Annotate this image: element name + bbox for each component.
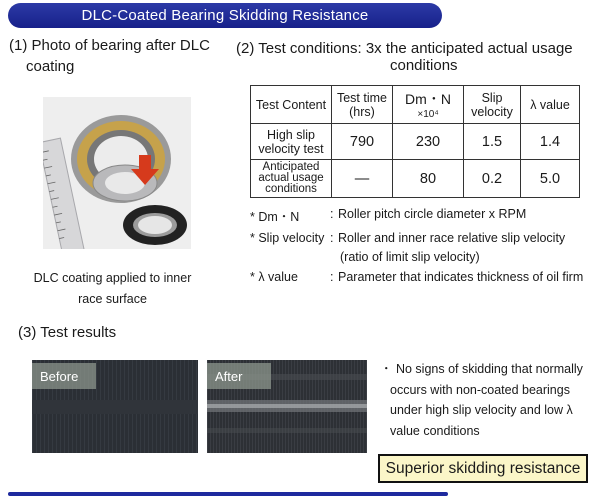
page-title bbox=[8, 3, 442, 28]
note-text: Parameter that indicates thickness of oil firm bbox=[338, 270, 584, 284]
cell-time: 790 bbox=[332, 124, 393, 160]
note-slip bbox=[250, 231, 566, 245]
photo-heading-line1: (1) Photo of bearing after DLC bbox=[9, 37, 210, 54]
note-colon: : bbox=[330, 207, 334, 221]
header-dmn-unit: ×10⁴ bbox=[417, 109, 439, 120]
photo-caption bbox=[15, 268, 210, 310]
conclusion-text: Superior skidding resistance bbox=[385, 459, 581, 477]
bottom-divider bbox=[8, 492, 448, 496]
conditions-prefix: (2) bbox=[236, 40, 255, 57]
header-dmn-label: Dm・N bbox=[405, 91, 451, 107]
row-label-line1: High slip bbox=[267, 127, 315, 142]
cell-dmn: 80 bbox=[393, 160, 464, 198]
row-label bbox=[251, 124, 332, 160]
bullet-line3: under high slip velocity and low λ bbox=[390, 403, 573, 417]
cell-slip: 0.2 bbox=[464, 160, 521, 198]
after-label: After bbox=[207, 363, 271, 389]
note-slip-text2: (ratio of limit slip velocity) bbox=[340, 250, 480, 264]
conclusion-box bbox=[378, 454, 588, 483]
conditions-label: Test conditions bbox=[258, 40, 358, 57]
conditions-text-line2: conditions bbox=[390, 57, 458, 74]
test-conditions-table bbox=[250, 85, 580, 198]
cell-lambda: 1.4 bbox=[521, 124, 580, 160]
note-text: Roller pitch circle diameter x RPM bbox=[338, 207, 527, 221]
page-title-text: DLC-Coated Bearing Skidding Resistance bbox=[81, 7, 369, 24]
header-slip-line1: Slip bbox=[481, 90, 503, 105]
results-bullet bbox=[380, 359, 583, 441]
header-test-time-line1: Test time bbox=[336, 90, 387, 105]
note-term: * Dm・N bbox=[250, 210, 300, 224]
note-dmn bbox=[250, 207, 527, 225]
conditions-heading bbox=[236, 40, 573, 57]
before-image bbox=[32, 360, 198, 453]
row-label-line2: actual usage bbox=[258, 172, 324, 184]
cell-dmn: 230 bbox=[393, 124, 464, 160]
header-test-time bbox=[332, 86, 393, 124]
row-label-line3: conditions bbox=[265, 183, 317, 195]
after-image bbox=[207, 360, 367, 453]
header-dmn bbox=[393, 86, 464, 124]
conditions-colon: : bbox=[357, 40, 362, 57]
bullet-line1: ・ No signs of skidding that normally bbox=[380, 362, 583, 376]
note-text: Roller and inner race relative slip velocity bbox=[338, 231, 566, 245]
row-label bbox=[251, 160, 332, 198]
header-lambda: λ value bbox=[521, 86, 580, 124]
photo-heading-line2: coating bbox=[26, 58, 75, 75]
header-slip-velocity bbox=[464, 86, 521, 124]
results-heading: (3) Test results bbox=[18, 324, 117, 341]
before-label: Before bbox=[32, 363, 96, 389]
cell-slip: 1.5 bbox=[464, 124, 521, 160]
note-colon: : bbox=[330, 231, 334, 245]
cell-time: — bbox=[332, 160, 393, 198]
header-test-time-line2: (hrs) bbox=[349, 104, 375, 119]
note-term: * Slip velocity bbox=[250, 231, 325, 245]
cell-lambda: 5.0 bbox=[521, 160, 580, 198]
bullet-line2: occurs with non-coated bearings bbox=[390, 382, 570, 397]
row-label-line2: velocity test bbox=[258, 141, 324, 156]
caption-line2: race surface bbox=[78, 292, 147, 306]
table-row bbox=[251, 124, 580, 160]
header-slip-line2: velocity bbox=[471, 104, 513, 119]
note-term: * λ value bbox=[250, 270, 298, 284]
table-row bbox=[251, 160, 580, 198]
bullet-line4: value conditions bbox=[390, 423, 480, 438]
bearing-photo bbox=[43, 97, 191, 249]
header-test-content: Test Content bbox=[251, 86, 332, 124]
note-colon: : bbox=[330, 270, 334, 284]
caption-line1: DLC coating applied to inner bbox=[33, 271, 192, 285]
conditions-text-line1: 3x the anticipated actual usage bbox=[365, 40, 573, 57]
note-lambda bbox=[250, 270, 584, 284]
row-label-line1: Anticipated bbox=[262, 161, 320, 173]
table-header-row bbox=[251, 86, 580, 124]
